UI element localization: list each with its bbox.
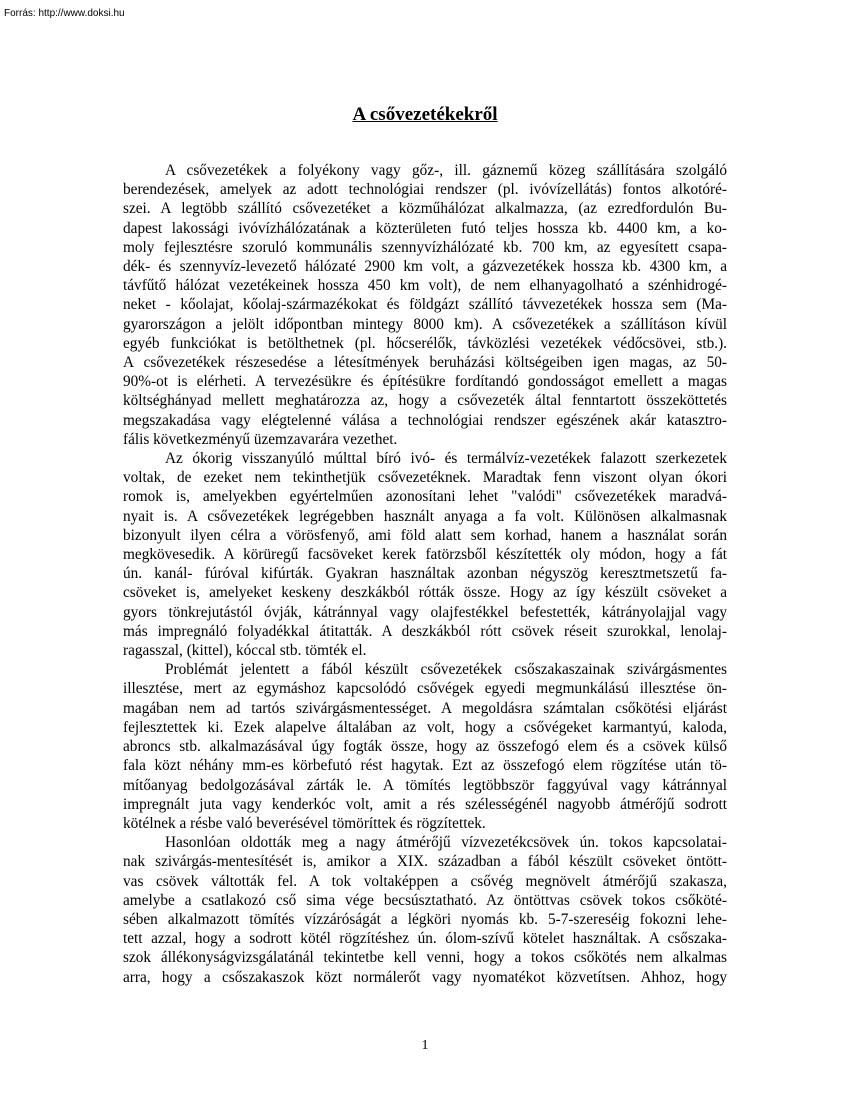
paragraph-line: abroncs stb. alkalmazásával úgy fogták össze, hogy az összefogó elem és a csövek külső: [123, 738, 727, 756]
paragraph-line: romok is, amelyekben egyértelműen azonosítani lehet "valódi" csővezetékek maradvá-: [123, 488, 727, 506]
paragraph-line: más impregnáló folyadékkal átitatták. A deszkákból rótt csövek réseit szurokkal, lenolaj-: [123, 622, 727, 640]
paragraph-line: berendezések, amelyek az adott technológiai rendszer (pl. ivóvízellátás) fontos alkotóré-: [123, 181, 727, 199]
document-body: [123, 161, 727, 987]
paragraph-line: tett azzal, hogy a sodrott kötél rögzítéshez ún. ólom-szívű kötelet használtak. A csőszaka-: [123, 930, 727, 948]
paragraph-line: illesztése, mert az egymáshoz kapcsolódó csővégek egyedi megmunkálású illesztése ön-: [123, 680, 727, 698]
paragraph: [123, 660, 727, 833]
paragraph-line: dék- és szennyvíz-levezető hálózaté 2900 km volt, a gázvezetékek hossza kb. 4300 km, a: [123, 258, 727, 276]
paragraph: [123, 449, 727, 660]
paragraph: [123, 161, 727, 449]
paragraph-line: fejlesztettek ki. Ezek alapelve általában az volt, hogy a csővégeket karmantyú, kaloda,: [123, 718, 727, 736]
paragraph-line: Az ókorig visszanyúló múlttal bíró ivó- és termálvíz-vezetékek falazott szerkezetek: [165, 450, 727, 468]
document-title: A csővezetékekről: [352, 104, 498, 125]
paragraph-line: távfűtő hálózat vezetékeinek hossza 450 km volt), de nem elhanyagolható a szénhidrogé-: [123, 277, 727, 295]
paragraph-line: fális következményű üzemzavarára vezethet.: [123, 430, 398, 448]
paragraph-line: szok állékonyságvizsgálatánál tekintetbe kell venni, hogy a tokos csőkötés nem alkalmas: [123, 949, 727, 967]
paragraph-line: megszakadása vagy elégtelenné válása a technológiai rendszer egészének akár katasztro-: [123, 411, 727, 429]
paragraph-line: magában nem ad tartós szivárgásmentességet. A megoldásra számtalan csőkötési eljárást: [123, 699, 727, 717]
paragraph-line: csöveket is, amelyeket keskeny deszkákból rótták össze. Hogy az így készült csöveket a: [123, 584, 727, 602]
paragraph-line: ún. kanál- fúróval kifúrták. Gyakran használtak azonban négyszög keresztmetszetű fa-: [123, 565, 727, 583]
paragraph-line: A csővezetékek részesedése a létesítmények beruházási költségeiben igen magas, az 50-: [123, 354, 727, 372]
paragraph-line: ragasszal, (kittel), kóccal stb. tömték el.: [123, 642, 367, 660]
paragraph-line: A csővezetékek a folyékony vagy gőz-, ill. gáznemű közeg szállítására szolgáló: [165, 162, 727, 179]
paragraph-line: gyarországon a jelölt időpontban mintegy 8000 km). A csővezetékek a szállításon kívül: [123, 315, 727, 333]
paragraph-line: dapest lakossági ivóvízhálózatának a közterületen futó teljes hossza kb. 4400 km, a ko-: [123, 219, 727, 237]
paragraph-line: mítőanyag bedolgozásával zárták le. A tömítés legtöbbször faggyúval vagy kátránnyal: [123, 776, 727, 794]
paragraph-line: Hasonlóan oldották meg a nagy átmérőjű vízvezetékcsövek ún. tokos kapcsolatai-: [165, 834, 727, 852]
paragraph-line: bizonyult ilyen célra a vörösfenyő, ami föld alatt sem korhad, hanem a használat során: [123, 526, 727, 544]
paragraph-line: 90%-ot is elérheti. A tervezésükre és építésükre fordítandó gondosságot emellett a magas: [123, 373, 727, 391]
paragraph-line: nak szivárgás-mentesítését is, amikor a XIX. században a fából készült csöveket öntött-: [123, 853, 727, 871]
paragraph-line: sében alkalmazott tömítés vízzáróságát a légköri nyomás kb. 5-7-szereséig fokozni lehe-: [123, 910, 727, 928]
paragraph-line: arra, hogy a csőszakaszok közt normálerőt vagy nyomatékot közvetítsen. Ahhoz, hogy: [123, 968, 727, 986]
paragraph-line: impregnált juta vagy kenderkóc volt, amit a rés szélességénél nagyobb átmérőjű sodrott: [123, 795, 727, 813]
paragraph-line: neket - kőolajat, kőolaj-származékokat és földgázt szállító távvezetékek hossza sem (Ma-: [123, 296, 727, 314]
paragraph-line: megkövesedik. A körüregű facsöveket kerek fatörzsből készítették oly módon, hogy a fát: [123, 546, 727, 564]
paragraph-line: Problémát jelentett a fából készült csővezetékek csőszakaszainak szivárgásmentes: [165, 661, 727, 679]
page-number: 1: [421, 1038, 429, 1053]
source-attribution: Forrás: http://www.doksi.hu: [4, 8, 125, 19]
paragraph-line: vas csövek váltották fel. A tok voltaképpen a csővég megnövelt átmérőjű szakasza,: [123, 872, 727, 890]
paragraph-line: moly fejlesztésre szoruló kommunális szennyvízhálózaté kb. 700 km, az egyesített csapa-: [123, 238, 727, 256]
paragraph-line: egyéb funkciókat is betölthetnek (pl. hőcserélők, távközlési vezetékek védőcsövei, stb.).: [123, 334, 727, 352]
paragraph-line: nyait is. A csővezetékek legrégebben használt anyaga a fa volt. Különösen alkalmasnak: [123, 507, 727, 525]
paragraph-line: szei. A legtöbb szállító csővezetéket a közműhálózat alkalmazza, (az ezredfordulón Bu-: [123, 200, 727, 218]
paragraph-line: amelybe a csatlakozó cső sima vége becsúsztatható. Az öntöttvas csövek tokos csőköté-: [123, 891, 727, 909]
paragraph-line: fala közt néhány mm-es körbefutó rést hagytak. Ezt az összefogó elem rögzítése után tö-: [123, 757, 727, 775]
paragraph: [123, 833, 727, 987]
paragraph-line: gyors tönkrejutástól óvják, kátránnyal vagy olajfestékkel befestették, kátrányolajjal vagy: [123, 603, 727, 621]
paragraph-line: kötélnek a résbe való beverésével tömöríttek és rögzítettek.: [123, 814, 486, 832]
paragraph-line: költséghányad mellett meghatározza az, hogy a csővezeték által fenntartott összeköttetés: [123, 392, 727, 410]
paragraph-line: voltak, de ezeket nem tekinthetjük csővezetéknek. Maradtak fenn viszont olyan ókori: [123, 469, 727, 487]
